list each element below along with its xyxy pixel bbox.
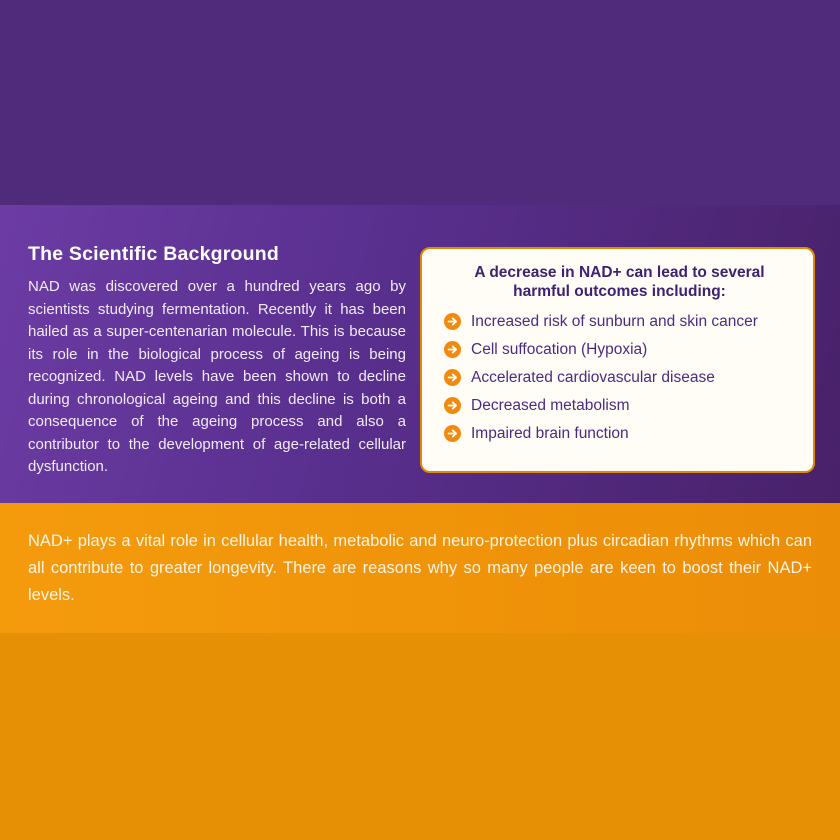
arrow-circle-icon	[444, 341, 461, 358]
list-item	[444, 369, 795, 386]
summary-banner-text: NAD+ plays a vital role in cellular health, metabolic and neuro-protection plus circadian rhythms which can all contribute to greater longevity. There are reasons why so many people are keen to boost their NAD+ levels.	[28, 532, 812, 604]
bottom-orange-band	[0, 633, 840, 840]
top-purple-banner	[0, 0, 840, 205]
arrow-circle-icon	[444, 313, 461, 330]
list-item	[444, 425, 795, 442]
outcomes-card	[420, 247, 815, 473]
list-item-label: Cell suffocation (Hypoxia)	[471, 341, 648, 358]
arrow-circle-icon	[444, 425, 461, 442]
list-item	[444, 397, 795, 414]
arrow-circle-icon	[444, 369, 461, 386]
list-item-label: Impaired brain function	[471, 425, 629, 442]
section-body-text: NAD was discovered over a hundred years ago by scientists studying fermentation. Recently it has been hailed as a super-centenarian molecule. This is because its role in the biological process of ageing is being recognized. NAD levels have been shown to decline during chronological ageing and this decline is both a consequence of the ageing process and also a contributor to the development of age-related cellular dysfunction.	[28, 278, 406, 475]
outcomes-list	[444, 313, 795, 442]
outcomes-card-title: A decrease in NAD+ can lead to several harmful outcomes including:	[474, 264, 765, 300]
list-item	[444, 341, 795, 358]
list-item-label: Decreased metabolism	[471, 397, 630, 414]
list-item	[444, 313, 795, 330]
section-title: The Scientific Background	[28, 243, 279, 265]
list-item-label: Increased risk of sunburn and skin cancer	[471, 313, 758, 330]
arrow-circle-icon	[444, 397, 461, 414]
list-item-label: Accelerated cardiovascular disease	[471, 369, 715, 386]
scientific-background-section	[28, 243, 406, 479]
